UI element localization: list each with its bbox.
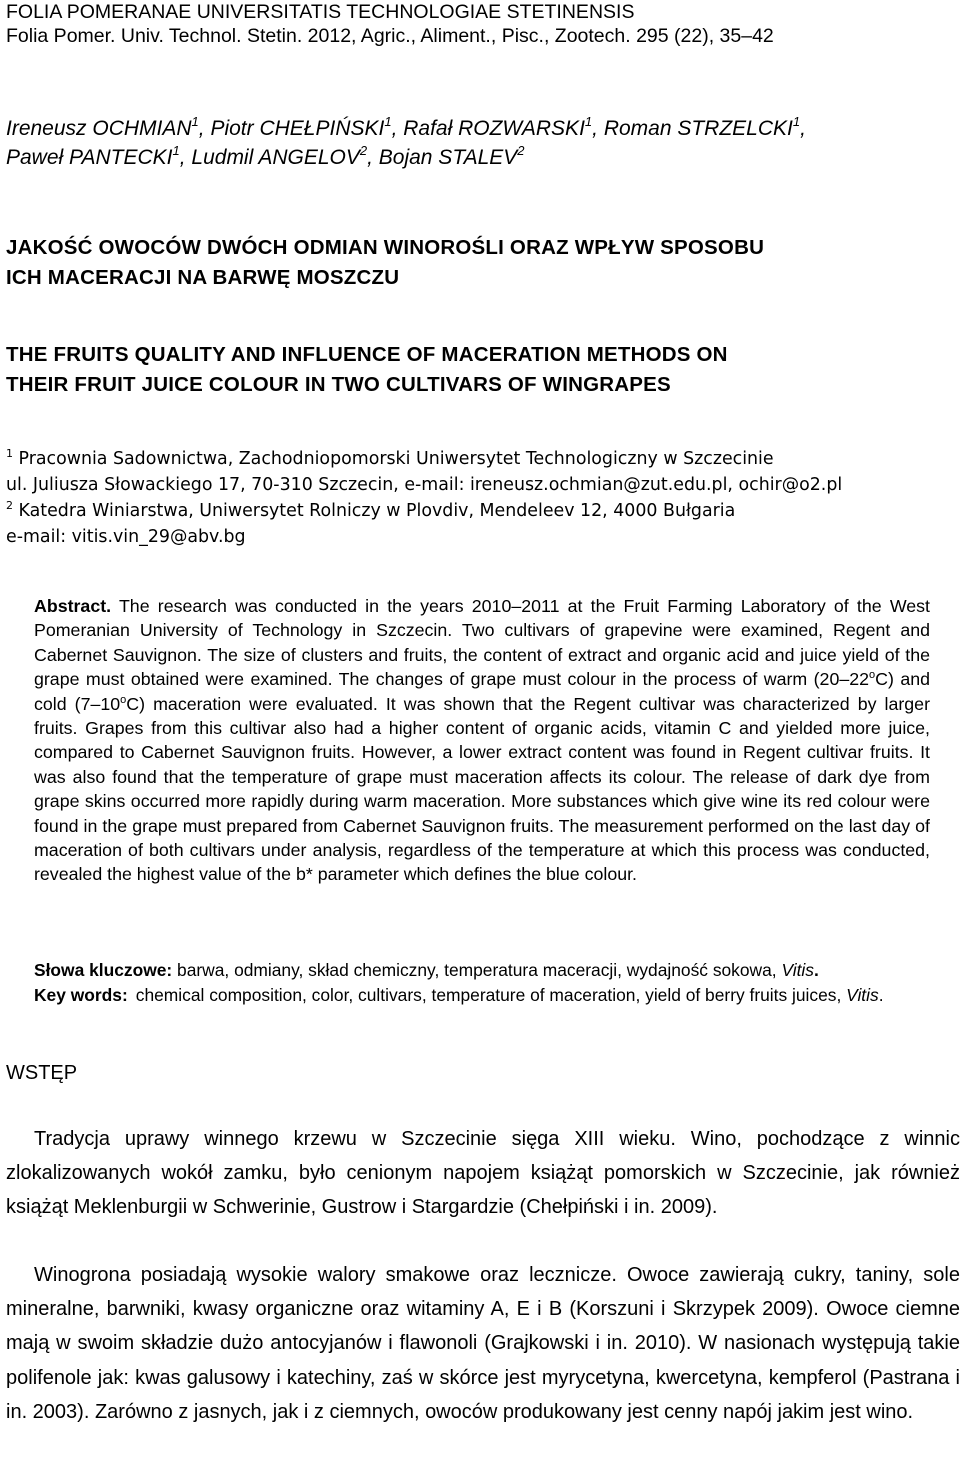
separator: , bbox=[592, 117, 604, 140]
abstract-text: C) maceration were evaluated. It was shown that the Regent cultivar was characterized by larger fruits. Grapes from this cultivar also had a higher content of organic acids, vitamin C and yielded more juice, compared to Cabernet Sauvignon fruits. However, a lower extract content was found in Regent cultivar fruits. It was also found that the temperature of grape must maceration affects its colour. The release of dark dye from grape skins occurred more rapidly during warm maceration. More substances which give wine its red colour were found in the grape must prepared from Cabernet Sauvignon fruits. The measurement performed on the last day of maceration of both cultivars under analysis, regardless of the temperature at which this process was conducted, revealed the highest value of the b* parameter which defines the blue colour. bbox=[34, 693, 930, 885]
author-name: Piotr CHEŁPIŃSKI bbox=[210, 117, 385, 140]
author-line-2 bbox=[6, 143, 806, 172]
affiliation-marker: 1 bbox=[172, 143, 180, 158]
affiliation-marker: 2 bbox=[517, 143, 525, 158]
keywords-english-body bbox=[136, 983, 910, 1008]
separator: , bbox=[391, 117, 404, 140]
keywords-polish-text: barwa, odmiany, skład chemiczny, temperatura maceracji, wydajność sokowa, bbox=[172, 960, 782, 980]
affiliation-marker: 1 bbox=[584, 114, 593, 129]
abstract-label: Abstract. bbox=[34, 596, 112, 616]
author-name: Ireneusz OCHMIAN bbox=[6, 117, 192, 140]
affiliation-2-line-2: e-mail: vitis.vin_29@abv.bg bbox=[6, 527, 246, 547]
abstract-text: C) and cold (7–10 bbox=[34, 669, 931, 714]
title-polish-line-2: ICH MACERACJI NA BARWĘ MOSZCZU bbox=[6, 266, 400, 289]
author-line-1 bbox=[6, 114, 806, 143]
affiliation-marker: 1 bbox=[792, 114, 801, 129]
keywords-polish-genus: Vitis bbox=[781, 960, 814, 980]
keywords-english bbox=[34, 983, 930, 1008]
title-english-line-1: THE FRUITS QUALITY AND INFLUENCE OF MACERATION METHODS ON bbox=[6, 343, 728, 366]
body-paragraph-2 bbox=[6, 1258, 960, 1429]
separator: , bbox=[800, 117, 806, 140]
journal-name: FOLIA POMERANAE UNIVERSITATIS TECHNOLOGIAE STETINENSIS bbox=[6, 1, 635, 23]
body-paragraph-1 bbox=[6, 1122, 960, 1225]
separator: , bbox=[198, 117, 211, 140]
degree-marker: o bbox=[869, 669, 876, 682]
keywords-english-genus: Vitis bbox=[846, 984, 879, 1005]
section-heading: WSTĘP bbox=[6, 1062, 78, 1084]
keywords-polish-label: Słowa kluczowe: bbox=[34, 960, 173, 980]
keywords bbox=[34, 958, 930, 1007]
paragraph-text: Winogrona posiadają wysokie walory smakowe oraz lecznicze. Owoce zawierają cukry, taniny, sole mineralne, barwniki, kwasy organiczne oraz witaminy A, E i B (Korszuni i Skrzypek 2009). Owoce ciemne mają w swoim składzie dużo antocyjanów i flawonoli (Grajkowski i in. 2010). W nasionach występują takie polifenole jak: kwas galusowy i katechiny, zaś w skórce jest myrycetyna, kwercetyna, kempferol (Pastrana i in. 2003). Zarówno z jasnych, jak i z ciemnych, owoców produkowany jest cenny napój jakim jest wino. bbox=[6, 1264, 960, 1423]
affiliations bbox=[6, 446, 842, 550]
abstract-text: The research was conducted in the years 2010–2011 at the Fruit Farming Laboratory of the West Pomeranian University of Technology in Szczecin. Two cultivars of grapevine were examined, Regent and Cabernet Sauvignon. The size of clusters and fruits, the content of extract and organic acid and juice yield of the grape must obtained were examined. The changes of grape must colour in the process of warm (20–22 bbox=[34, 596, 930, 690]
degree-marker: o bbox=[120, 693, 127, 706]
affiliation-number: 1 bbox=[6, 447, 13, 460]
author-name: Ludmil ANGELOV bbox=[191, 146, 360, 169]
keywords-english-label: Key words: bbox=[34, 984, 128, 1005]
separator: , bbox=[367, 146, 379, 169]
author-list bbox=[6, 114, 806, 172]
keywords-end: . bbox=[878, 984, 884, 1005]
separator: , bbox=[179, 146, 192, 169]
abstract bbox=[34, 594, 930, 887]
affiliation-1-line-2: ul. Juliusza Słowackiego 17, 70-310 Szczecin, e-mail: ireneusz.ochmian@zut.edu.pl, ochir@o2.pl bbox=[6, 475, 843, 495]
affiliation-marker: 1 bbox=[191, 114, 199, 129]
title-polish bbox=[6, 233, 764, 293]
author-name: Paweł PANTECKI bbox=[6, 146, 173, 169]
author-name: Rafał ROZWARSKI bbox=[403, 117, 585, 140]
keywords-english-text: chemical composition, color, cultivars, temperature of maceration, yield of berry fruits juices, bbox=[135, 984, 847, 1005]
citation-line: Folia Pomer. Univ. Technol. Stetin. 2012, Agric., Aliment., Pisc., Zootech. 295 (22), 35–42 bbox=[6, 25, 774, 47]
author-name: Roman STRZELCKI bbox=[603, 117, 793, 140]
affiliation-marker: 1 bbox=[384, 114, 392, 129]
affiliation-text: Pracownia Sadownictwa, Zachodniopomorski Uniwersytet Technologiczny w Szczecinie bbox=[18, 449, 774, 469]
affiliation-1-line-1 bbox=[6, 446, 842, 472]
affiliation-number: 2 bbox=[6, 499, 13, 512]
affiliation-2-line-1 bbox=[6, 498, 842, 524]
keywords-end: . bbox=[814, 960, 819, 980]
keywords-polish bbox=[34, 958, 930, 983]
title-english bbox=[6, 340, 728, 400]
affiliation-marker: 2 bbox=[359, 143, 368, 158]
affiliation-text: Katedra Winiarstwa, Uniwersytet Rolniczy w Plovdiv, Mendeleev 12, 4000 Bułgaria bbox=[18, 501, 736, 521]
paragraph-text: Tradycja uprawy winnego krzewu w Szczecinie sięga XIII wieku. Wino, pochodzące z winnic zlokalizowanych wokół zamku, było cenionym napojem książąt pomorskich w Szczecinie, jak również książąt Meklenburgii w Schwerinie, Gustrow i Stargardzie (Chełpiński i in. 2009). bbox=[6, 1128, 960, 1219]
title-polish-line-1: JAKOŚĆ OWOCÓW DWÓCH ODMIAN WINOROŚLI ORAZ WPŁYW SPOSOBU bbox=[6, 236, 765, 259]
author-name: Bojan STALEV bbox=[378, 146, 518, 169]
title-english-line-2: THEIR FRUIT JUICE COLOUR IN TWO CULTIVARS OF WINGRAPES bbox=[6, 373, 671, 396]
